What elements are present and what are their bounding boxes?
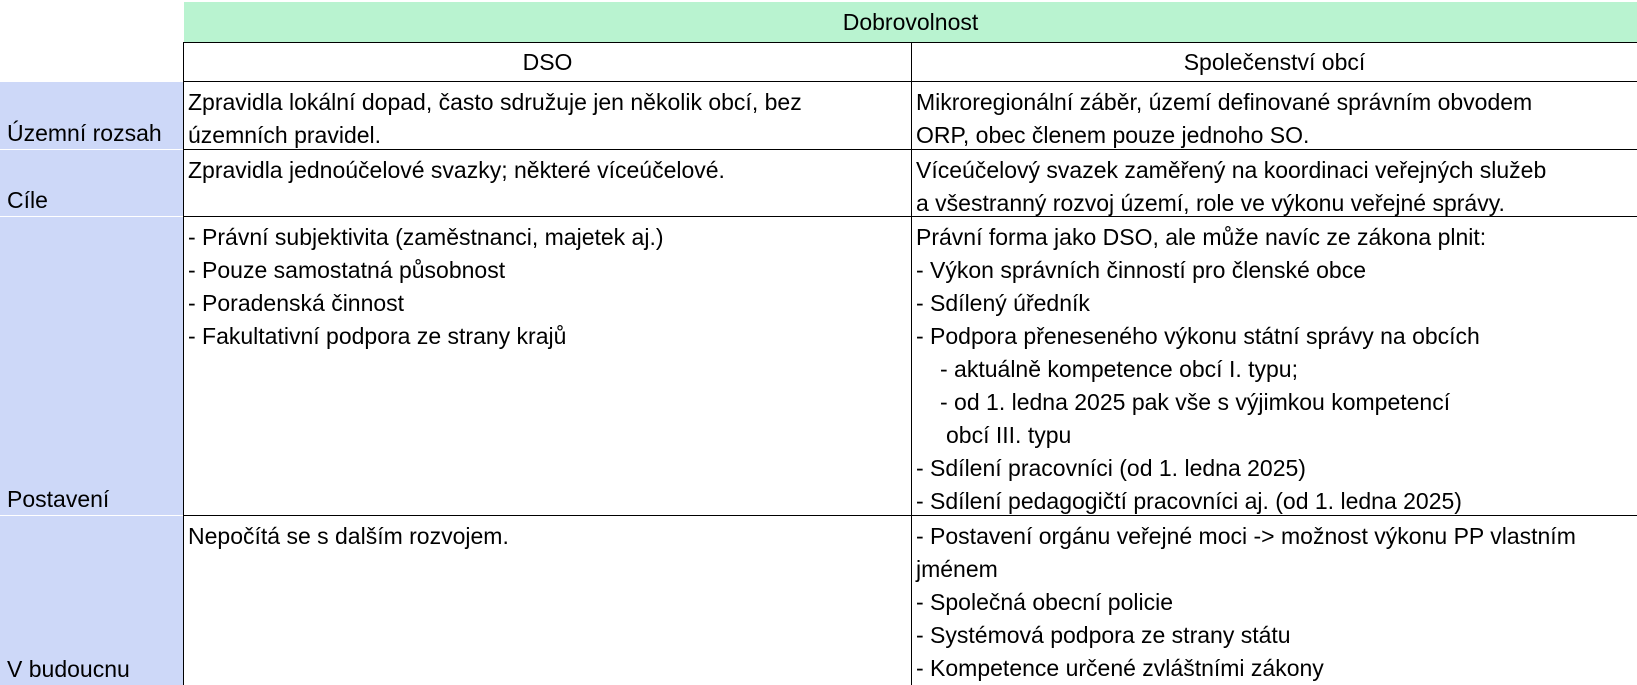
column-header-dso [184,43,911,81]
cell-line: - Sdílený úředník [916,290,1090,316]
cell-line: - Sdílení pracovníci (od 1. ledna 2025) [916,455,1306,481]
grid-line [911,42,912,685]
cell-postaveni-dso [184,217,911,515]
column-header-so-label: Společenství obcí [1183,48,1366,75]
cell-uzemni-rozsah-so [912,82,1637,149]
group-header-label: Dobrovolnost [842,8,979,35]
cell-line: - Kompetence určené zvláštními zákony [916,655,1324,681]
cell-line: - Společná obecní policie [916,589,1173,615]
cell-line: - Sdílení pedagogičtí pracovníci aj. (od 1. ledna 2025) [916,488,1462,514]
cell-line: Mikroregionální záběr, území definované správním obvodem [916,89,1533,115]
row-label-v-budoucnu [0,516,183,685]
cell-postaveni-so [912,217,1637,515]
row-label-postaveni [0,217,183,515]
cell-line: územních pravidel. [188,122,382,148]
cell-line: Právní forma jako DSO, ale může navíc ze zákona plnit: [916,224,1487,250]
cell-line: - Výkon správních činností pro členské obce [916,257,1367,283]
cell-v-budoucnu-dso [184,516,911,685]
cell-line: - Právní subjektivita (zaměstnanci, majetek aj.) [188,224,664,250]
cell-line: - Fakultativní podpora ze strany krajů [188,323,567,349]
cell-line: - od 1. ledna 2025 pak vše s výjimkou kompetencí [940,389,1451,415]
row-label-uzemni-rozsah [0,82,183,149]
cell-line: - Podpora přeneseného výkonu státní správy na obcích [916,323,1480,349]
cell-line: Nepočítá se s dalším rozvojem. [188,523,509,549]
cell-line: jménem [916,556,998,582]
column-header-so [912,43,1637,81]
grid-line [183,42,184,685]
cell-line: - Poradenská činnost [188,290,405,316]
cell-line: a všestranný rozvoj území, role ve výkonu veřejné správy. [916,190,1505,216]
row-label-cile [0,150,183,216]
cell-line: Zpravidla lokální dopad, často sdružuje jen několik obcí, bez [188,89,802,115]
row-label-text: Cíle [7,187,48,213]
cell-line: - Pouze samostatná působnost [188,257,506,283]
row-label-text: Postavení [7,486,110,512]
cell-uzemni-rozsah-dso [184,82,911,149]
row-label-text: V budoucnu [7,656,130,682]
column-header-dso-label: DSO [522,48,573,75]
cell-cile-dso [184,150,911,216]
cell-line: - Postavení orgánu veřejné moci -> možnost výkonu PP vlastním [916,523,1576,549]
cell-cile-so [912,150,1637,216]
row-label-text: Územní rozsah [7,120,162,146]
group-header [184,2,1637,42]
cell-line: Víceúčelový svazek zaměřený na koordinaci veřejných služeb [916,157,1547,183]
cell-line: ORP, obec členem pouze jednoho SO. [916,122,1310,148]
cell-v-budoucnu-so [912,516,1637,685]
cell-line: Zpravidla jednoúčelové svazky; některé víceúčelové. [188,157,725,183]
cell-line: - Systémová podpora ze strany státu [916,622,1291,648]
cell-line: - aktuálně kompetence obcí I. typu; [940,356,1298,382]
cell-line: obcí III. typu [946,422,1072,448]
